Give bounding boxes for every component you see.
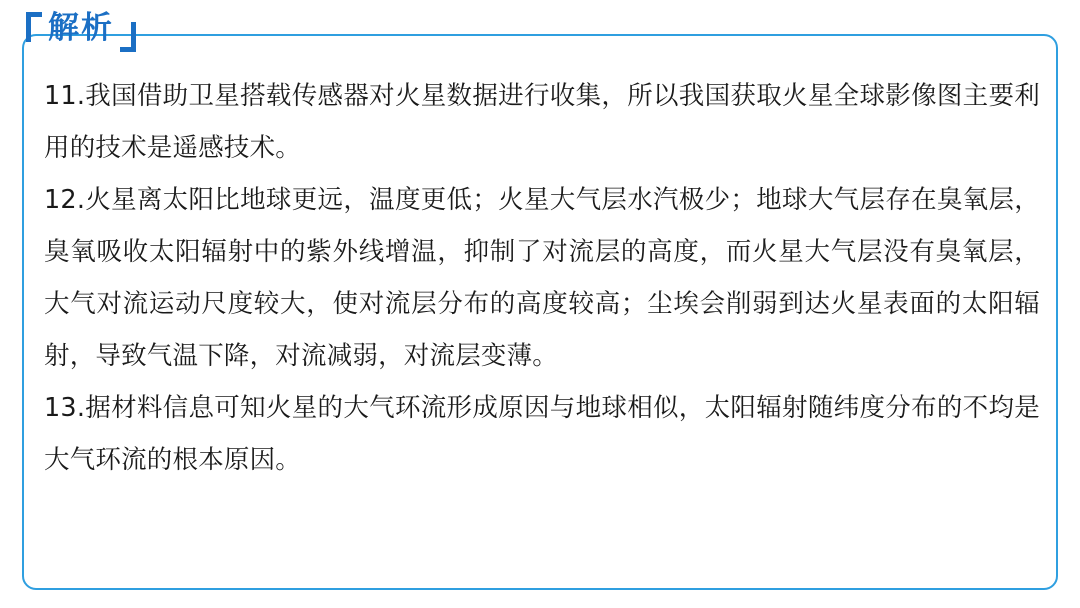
paragraph-11: 11.我国借助卫星搭载传感器对火星数据进行收集，所以我国获取火星全球影像图主要利用的技术是遥感技术。 [44,81,1040,163]
section-title [26,8,136,56]
paragraph-13: 13.据材料信息可知火星的大气环流形成原因与地球相似，太阳辐射随纬度分布的不均是大气环流的根本原因。 [44,393,1040,475]
bracket-right-icon [120,22,136,52]
bracket-left-icon [26,12,42,42]
section-title-label: 解析 [48,10,114,46]
paragraph-12: 12.火星离太阳比地球更远，温度更低；火星大气层水汽极少；地球大气层存在臭氧层，臭氧吸收太阳辐射中的紫外线增温，抑制了对流层的高度，而火星大气层没有臭氧层，大气对流运动尺度较大，使对流层分布的高度较高；尘埃会削弱到达火星表面的太阳辐射，导致气温下降，对流减弱，对流层变薄。 [44,185,1040,371]
explanation-content [44,70,1040,486]
